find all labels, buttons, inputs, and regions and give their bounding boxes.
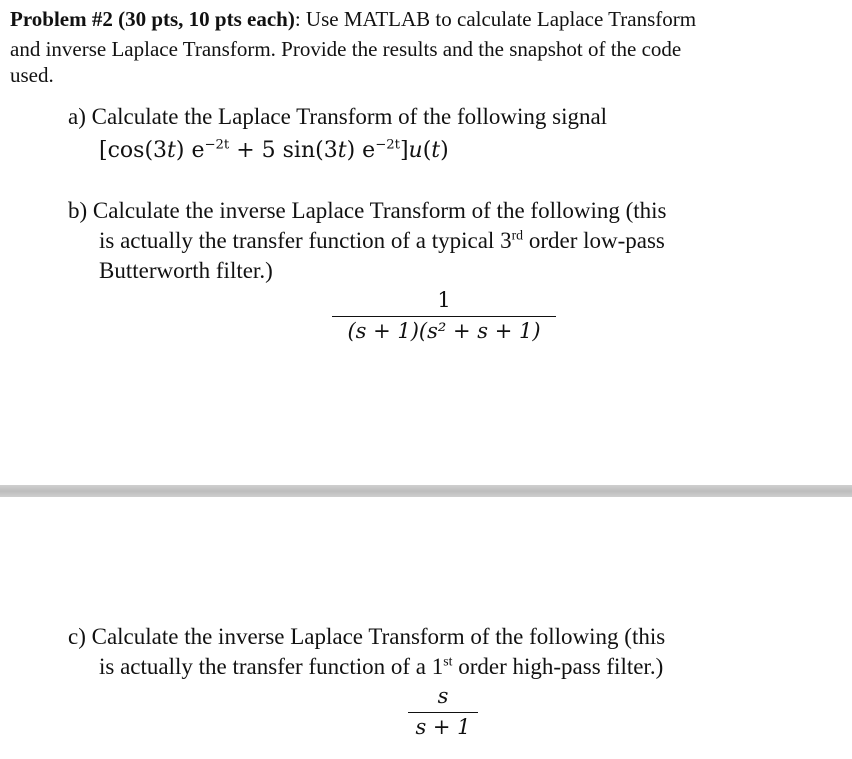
ordinal-suffix: st <box>443 653 453 669</box>
part-a-label: a) Calculate the Laplace Transform of the following signal <box>68 104 608 129</box>
expr-close: ] <box>399 138 409 163</box>
var-u: u <box>408 138 423 163</box>
part-c-text: is actually the transfer function of a 1 <box>99 654 444 679</box>
part-c-fraction <box>408 684 478 739</box>
var-t: t <box>167 138 176 163</box>
problem-line-3: used. <box>10 63 54 87</box>
fraction-denominator: s + 1 <box>415 715 471 739</box>
exponent: −2t <box>375 137 400 153</box>
paren: ) <box>440 138 449 163</box>
ordinal-suffix: rd <box>511 227 524 243</box>
expr-mid: ) e <box>346 138 376 163</box>
part-c-text: order high-pass filter.) <box>452 654 664 679</box>
part-b-line-1: b) Calculate the inverse Laplace Transform of the following (this <box>68 198 667 223</box>
var-t: t <box>431 138 441 163</box>
page-divider <box>0 485 852 497</box>
expr-mid: ) e <box>175 138 205 163</box>
exponent: −2t <box>204 137 230 153</box>
part-a-signal <box>99 138 449 163</box>
part-b-line-2 <box>99 228 665 254</box>
part-b-text: order low-pass <box>523 228 665 253</box>
problem-heading: Problem #2 (30 pts, 10 pts each) <box>10 7 295 31</box>
part-b-line-3: Butterworth filter.) <box>99 258 273 283</box>
fraction-numerator: s <box>437 684 449 708</box>
problem-intro-1: : Use MATLAB to calculate Laplace Transform <box>294 7 697 31</box>
problem-line-2: and inverse Laplace Transform. Provide the results and the snapshot of the code <box>10 37 682 61</box>
paren: ( <box>422 138 432 163</box>
part-b-text: is actually the transfer function of a typical 3 <box>99 228 512 253</box>
fraction-bar <box>408 712 478 713</box>
part-b-fraction <box>332 288 556 343</box>
fraction-numerator: 1 <box>437 288 451 312</box>
part-c-line-2 <box>99 654 663 680</box>
part-c-line-1: c) Calculate the inverse Laplace Transform of the following (this <box>68 624 666 649</box>
fraction-denominator: (s + 1)(s² + s + 1) <box>347 319 541 343</box>
var-t: t <box>337 138 347 163</box>
expr-open: [cos(3 <box>99 138 168 163</box>
problem-line-1 <box>10 4 696 34</box>
fraction-bar <box>332 316 556 317</box>
expr-mid: + 5 sin(3 <box>229 138 338 163</box>
